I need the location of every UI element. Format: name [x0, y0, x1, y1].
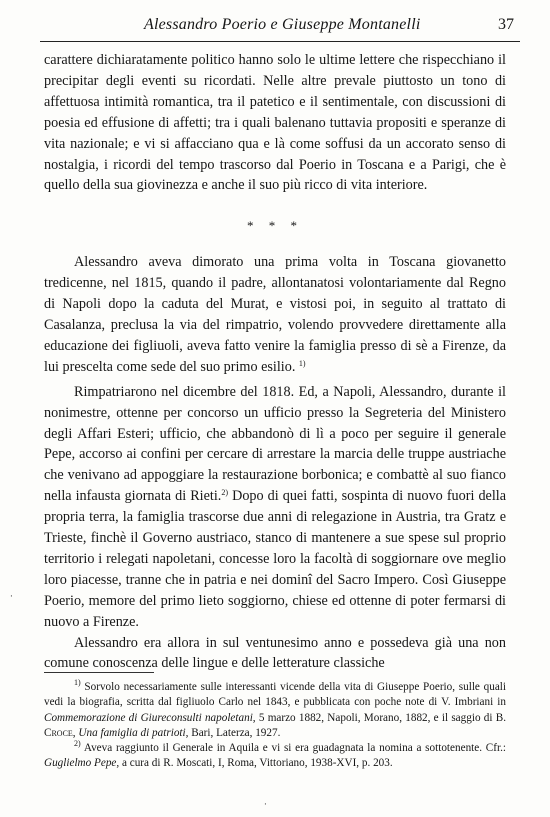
footnote-citation-title: Commemorazione di Giureconsulti napoletani, — [44, 711, 256, 724]
paragraph-alessandro: Alessandro era allora in sul ventunesimo anno e possedeva già una non comune conoscenza delle lingue e delle letterature classiche — [44, 634, 506, 672]
scan-speck: · — [10, 592, 13, 602]
footnote-1 — [44, 680, 506, 741]
footnote-ref-2[interactable]: 2) — [221, 488, 229, 498]
footnote-citation-title: Una famiglia di patrioti, — [78, 726, 189, 739]
header-rule — [40, 41, 520, 42]
paragraph-repatriation — [44, 382, 506, 633]
page-header — [44, 14, 514, 38]
main-text — [44, 50, 506, 674]
footnote-marker: 2) — [74, 739, 81, 749]
page-number: 37 — [498, 16, 514, 33]
footnote-text: Bari, Laterza, 1927. — [191, 726, 281, 739]
paragraph-continuation: carattere dichiaratamente politico hanno solo le ultime lettere che rispecchiano il precipitar degli eventi su ricordati. Nelle altre prevale piuttosto un tono di affettuosa intimità romantica, tra il patetico e il sentimentale, con discussioni di poesia ed effusione di affetti; tra i quali balenano tuttavia propositi e speranze di vita nazionale; e vi si affacciano qua e là come soffusi da un accorato senso di nostalgia, i ricordi del tempo trascorso dal Poerio in Toscana e a Parigi, che è quello della sua giovinezza e anche il suo più ricco di vita interiore. — [44, 52, 506, 194]
footnote-rule — [44, 672, 154, 673]
scan-speck: · — [264, 800, 267, 810]
paragraph-text: Rimpatriarono nel dicembre del 1818. Ed, a Napoli, Alessandro, durante il nonimestre, ottenne per concorso un ufficio presso la Segreteria del Ministero degli Affari Esteri; ufficio, che abbandonò di lì a poco per seguire il generale Pepe, accorso ai confini per cercare di arrestare la marcia delle truppe austriache che venivano ad appoggiare la restaurazione borbonica; e combattè al suo fianco nella infausta giornata di Rieti. — [44, 383, 506, 505]
footnote-text: Aveva raggiunto il Generale in Aquila e vi si era guadagnata la nomina a sottotenente. Cfr.: — [83, 742, 506, 755]
footnote-marker: 1) — [74, 678, 81, 687]
footnote-text: a cura di R. Moscati, I, Roma, Vittoriano, 1938-XVI, p. 203. — [121, 757, 393, 770]
footnote-citation-title: Guglielmo Pepe, — [44, 757, 120, 770]
footnote-text: Sorvolo necessariamente sulle interessanti vicende della vita di Giuseppe Poerio, sulle quali vedi la biografia, scritta dal figliuolo Carlo nel 1843, e pubblicata con poche note di V. Imbriani in — [44, 681, 506, 709]
section-break: * * * — [247, 218, 303, 234]
paragraph-first-stay — [44, 252, 506, 377]
paragraph-text: Dopo di quei fatti, sospinta di nuovo fuori della propria terra, la famiglia trascorse due anni di relegazione in Austria, tra Gratz e Trieste, finchè il Governo austriaco, stanco di mantenere a sue spese sul proprio territorio i relegati napoletani, concesse loro la facoltà di soggiornare ove meglio loro piacesse, tranne che in patria e nei dominî del Sacro Impero. Così Giuseppe Poerio, memore del primo lieto soggiorno, chiese ed ottenne di poter fermarsi di nuovo a Firenze. — [44, 488, 507, 630]
footnote-ref-1[interactable]: 1) — [298, 358, 306, 368]
paragraph-text: Alessandro aveva dimorato una prima volta in Toscana giovanetto tredicenne, nel 1815, quando il padre, allontanatosi volontariamente dal Regno di Napoli dopo la caduta del Murat, e vistosi poi, in seguito al trattato di Casalanza, preclusa la via del rimpatrio, volendo provvedere direttamente alla educazione dei figliuoli, aveva fatto venire la famiglia presso di sè a Firenze, da lui prescelta come sede del suo primo esilio. — [44, 254, 506, 375]
footnote-author: B. Croce, — [44, 711, 506, 739]
running-head: Alessandro Poerio e Giuseppe Montanelli — [144, 16, 421, 33]
footnote-text: 5 marzo 1882, Napoli, Morano, 1882, e il saggio di — [258, 711, 493, 724]
footnote-2 — [44, 741, 506, 772]
footnotes — [44, 680, 506, 772]
